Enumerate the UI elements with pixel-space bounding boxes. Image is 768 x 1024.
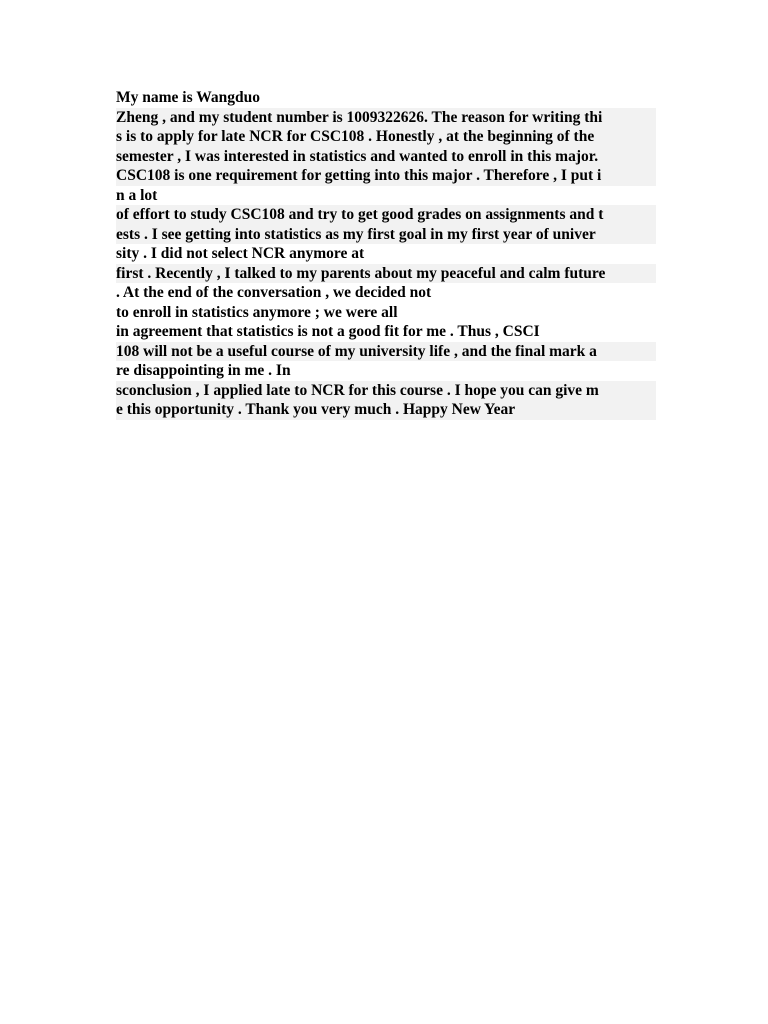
text-line: My name is Wangduo (116, 89, 260, 106)
text-line: first . Recently , I talked to my parents about my peaceful and calm future (116, 264, 656, 284)
text-line: n a lot (116, 186, 158, 204)
letter-body (116, 88, 656, 420)
text-line: ests . I see getting into statistics as my first goal in my first year of univer (116, 225, 656, 245)
text-line: of effort to study CSC108 and try to get good grades on assignments and t (116, 205, 656, 225)
text-line: Zheng , and my student number is 1009322626. The reason for writing thi (116, 108, 656, 128)
text-line: sity . I did not select NCR anymore at (116, 245, 365, 262)
text-line: e this opportunity . Thank you very much . Happy New Year (116, 400, 656, 420)
text-line: CSC108 is one requirement for getting into this major . Therefore , I put i (116, 166, 656, 186)
text-line: re disappointing in me . In (116, 362, 291, 379)
text-line: sconclusion , I applied late to NCR for this course . I hope you can give m (116, 381, 656, 401)
text-line: in agreement that statistics is not a good fit for me . Thus , CSCI (116, 323, 540, 340)
text-line: semester , I was interested in statistics and wanted to enroll in this major. (116, 147, 656, 167)
text-line: s is to apply for late NCR for CSC108 . Honestly , at the beginning of the (116, 127, 656, 147)
text-line: to enroll in statistics anymore ; we were all (116, 303, 398, 321)
text-line: 108 will not be a useful course of my university life , and the final mark a (116, 342, 656, 362)
text-line: . At the end of the conversation , we decided not (116, 284, 432, 301)
